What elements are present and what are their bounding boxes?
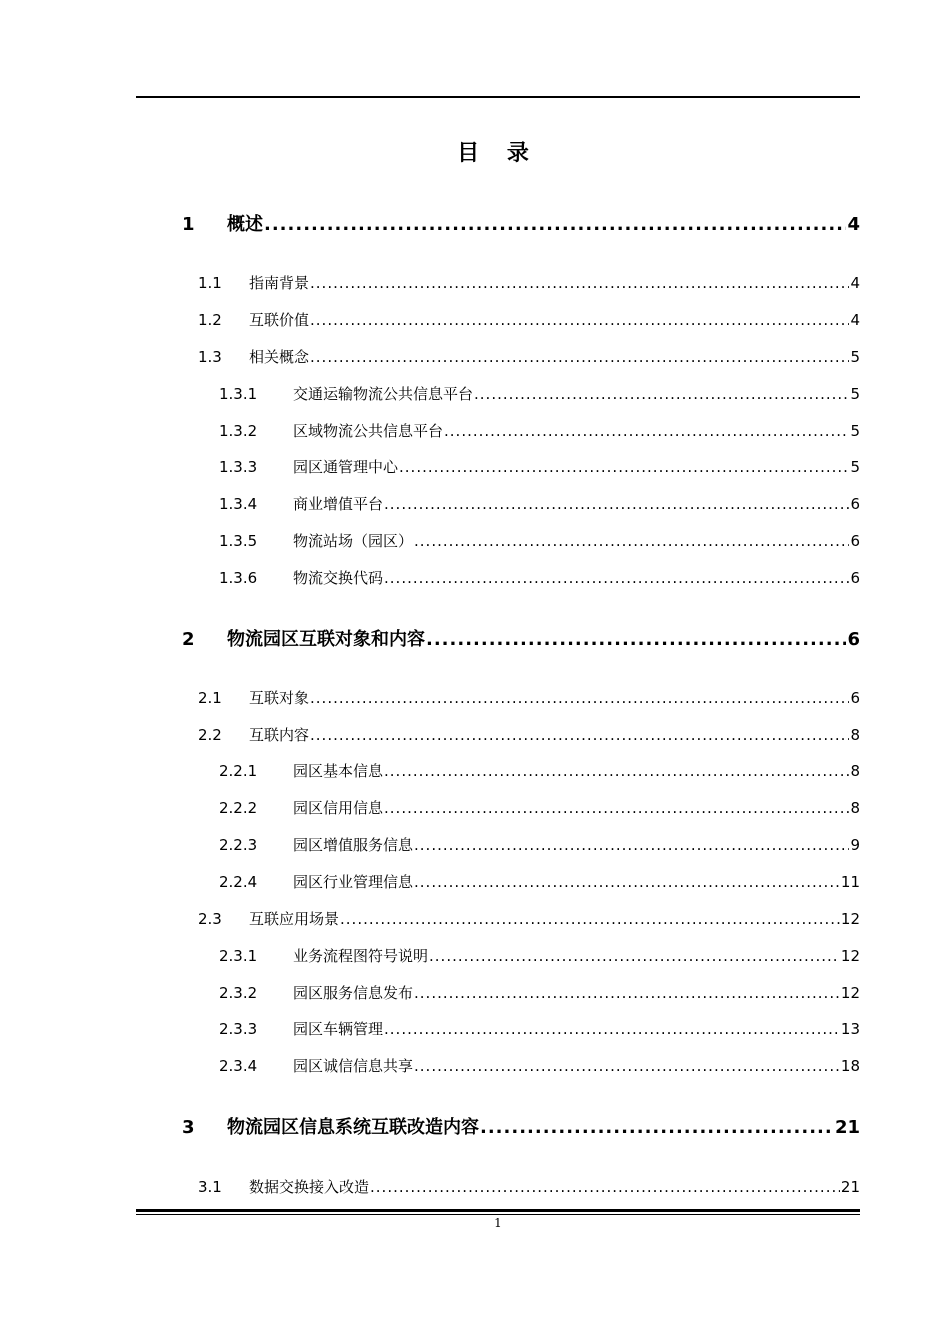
toc-entry-2-2-1[interactable] (219, 760, 860, 781)
toc-entry-page: 6 (850, 689, 860, 707)
toc-entry-number: 2.3.2 (219, 984, 258, 1002)
toc-entry-number: 1.3.3 (219, 458, 258, 476)
toc-entry-page: 8 (850, 799, 860, 817)
dot-leader (480, 1117, 834, 1138)
toc-entry-label: 业务流程图符号说明 (293, 947, 429, 965)
toc-entry-number: 1.3.6 (219, 569, 258, 587)
toc-entry-label: 物流交换代码 (293, 569, 384, 587)
toc-entry-page: 6 (847, 629, 860, 650)
toc-entry-page: 21 (834, 1117, 860, 1138)
toc-entry-number: 1.3 (198, 348, 222, 366)
toc-entry-2-2-2[interactable] (219, 797, 860, 818)
toc-entry-2-3-1[interactable] (219, 945, 860, 966)
dot-leader (310, 726, 849, 744)
toc-entry-label: 数据交换接入改造 (249, 1178, 370, 1196)
toc-entry-label: 指南背景 (249, 274, 310, 292)
toc-entry-1-3-6[interactable] (219, 567, 860, 588)
toc-entry-page: 5 (850, 348, 860, 366)
toc-entry-number: 3.1 (198, 1178, 222, 1196)
toc-entry-label: 物流站场（园区） (293, 532, 414, 550)
footer-rule (136, 1209, 860, 1212)
toc-entry-page: 12 (840, 984, 860, 1002)
toc-entry-2-3-4[interactable] (219, 1055, 860, 1076)
toc-entry-page: 21 (840, 1178, 860, 1196)
dot-leader (310, 311, 849, 329)
dot-leader (310, 274, 849, 292)
dot-leader (444, 422, 849, 440)
toc-entry-1-3-1[interactable] (219, 383, 860, 404)
toc-entry-page: 9 (850, 836, 860, 854)
toc-entry-label: 互联应用场景 (249, 910, 340, 928)
toc-entry-3-1[interactable] (198, 1176, 860, 1197)
dot-leader (474, 385, 849, 403)
toc-title: 目 录 (457, 141, 539, 166)
toc-entry-1-3-4[interactable] (219, 493, 860, 514)
dot-leader (384, 495, 849, 513)
toc-entry-number: 1.3.1 (219, 385, 258, 403)
toc-entry-label: 园区服务信息发布 (293, 984, 414, 1002)
toc-entry-number: 2.2.4 (219, 873, 258, 891)
toc-entry-number: 1 (182, 214, 195, 235)
toc-entry-label: 相关概念 (249, 348, 310, 366)
dot-leader (384, 569, 849, 587)
toc-entry-2-2-4[interactable] (219, 871, 860, 892)
dot-leader (384, 762, 849, 780)
toc-entry-1-3[interactable] (198, 346, 860, 367)
toc-entry-page: 6 (850, 532, 860, 550)
toc-entry-2-3-3[interactable] (219, 1018, 860, 1039)
toc-entry-number: 2.1 (198, 689, 222, 707)
toc-entry-label: 区域物流公共信息平台 (293, 422, 444, 440)
toc-entry-1[interactable] (182, 210, 860, 236)
toc-entry-number: 2.2.1 (219, 762, 258, 780)
toc-entry-number: 2.3 (198, 910, 222, 928)
toc-entry-2-3-2[interactable] (219, 982, 860, 1003)
dot-leader (340, 910, 840, 928)
dot-leader (310, 348, 849, 366)
toc-entry-label: 园区信用信息 (293, 799, 384, 817)
toc-entry-label: 园区通管理中心 (293, 458, 399, 476)
toc-entry-label: 互联对象 (249, 689, 310, 707)
toc-entry-page: 4 (850, 274, 860, 292)
toc-entry-label: 商业增值平台 (293, 495, 384, 513)
toc-entry-1-3-2[interactable] (219, 420, 860, 441)
toc-entry-label: 物流园区互联对象和内容 (227, 629, 425, 650)
toc-entry-label: 交通运输物流公共信息平台 (293, 385, 474, 403)
toc-entry-page: 5 (850, 385, 860, 403)
toc-entry-page: 4 (850, 311, 860, 329)
toc-entry-1-3-3[interactable] (219, 456, 860, 477)
toc-entry-number: 2.2 (198, 726, 222, 744)
toc-entry-page: 12 (840, 910, 860, 928)
dot-leader (264, 214, 846, 235)
toc-entry-2-3[interactable] (198, 908, 860, 929)
page-number: 1 (494, 1216, 502, 1230)
dot-leader (370, 1178, 840, 1196)
toc-entry-3[interactable] (182, 1113, 860, 1139)
toc-entry-page: 13 (840, 1020, 860, 1038)
dot-leader (399, 458, 849, 476)
dot-leader (384, 1020, 840, 1038)
dot-leader (414, 1057, 840, 1075)
dot-leader (414, 532, 849, 550)
toc-entry-number: 1.3.2 (219, 422, 258, 440)
toc-entry-page: 6 (850, 569, 860, 587)
toc-entry-label: 概述 (227, 214, 263, 235)
dot-leader (310, 689, 849, 707)
toc-entry-number: 2.3.4 (219, 1057, 258, 1075)
toc-entry-page: 4 (847, 214, 860, 235)
toc-entry-1-1[interactable] (198, 272, 860, 293)
toc-entry-label: 互联价值 (249, 311, 310, 329)
toc-entry-2-2-3[interactable] (219, 834, 860, 855)
toc-entry-label: 园区行业管理信息 (293, 873, 414, 891)
toc-entry-label: 园区车辆管理 (293, 1020, 384, 1038)
toc-entry-number: 2.3.3 (219, 1020, 258, 1038)
dot-leader (414, 873, 840, 891)
toc-entry-page: 12 (840, 947, 860, 965)
header-rule (136, 96, 860, 98)
toc-entry-page: 5 (850, 422, 860, 440)
toc-entry-1-3-5[interactable] (219, 530, 860, 551)
toc-entry-page: 8 (850, 762, 860, 780)
dot-leader (429, 947, 840, 965)
toc-entry-number: 1.3.5 (219, 532, 258, 550)
toc-entry-label: 园区基本信息 (293, 762, 384, 780)
toc-entry-number: 1.2 (198, 311, 222, 329)
toc-entry-1-2[interactable] (198, 309, 860, 330)
toc-entry-number: 2.2.3 (219, 836, 258, 854)
toc-entry-label: 园区诚信信息共享 (293, 1057, 414, 1075)
dot-leader (414, 836, 849, 854)
toc-entry-label: 互联内容 (249, 726, 310, 744)
toc-entry-number: 2.3.1 (219, 947, 258, 965)
toc-entry-label: 园区增值服务信息 (293, 836, 414, 854)
toc-entry-page: 18 (840, 1057, 860, 1075)
toc-entry-2-2[interactable] (198, 724, 860, 745)
toc-entry-number: 2.2.2 (219, 799, 258, 817)
toc-entry-page: 11 (840, 873, 860, 891)
toc-entry-number: 2 (182, 629, 195, 650)
toc-entry-page: 6 (850, 495, 860, 513)
toc-entry-page: 5 (850, 458, 860, 476)
dot-leader (384, 799, 849, 817)
toc-entry-2-1[interactable] (198, 687, 860, 708)
toc-entry-2[interactable] (182, 625, 860, 651)
toc-entry-number: 1.1 (198, 274, 222, 292)
toc-entry-number: 3 (182, 1117, 195, 1138)
dot-leader (414, 984, 840, 1002)
footer-rule-thin (136, 1214, 860, 1215)
toc-entry-label: 物流园区信息系统互联改造内容 (227, 1117, 479, 1138)
dot-leader (426, 629, 846, 650)
toc-entry-number: 1.3.4 (219, 495, 258, 513)
toc-entry-page: 8 (850, 726, 860, 744)
